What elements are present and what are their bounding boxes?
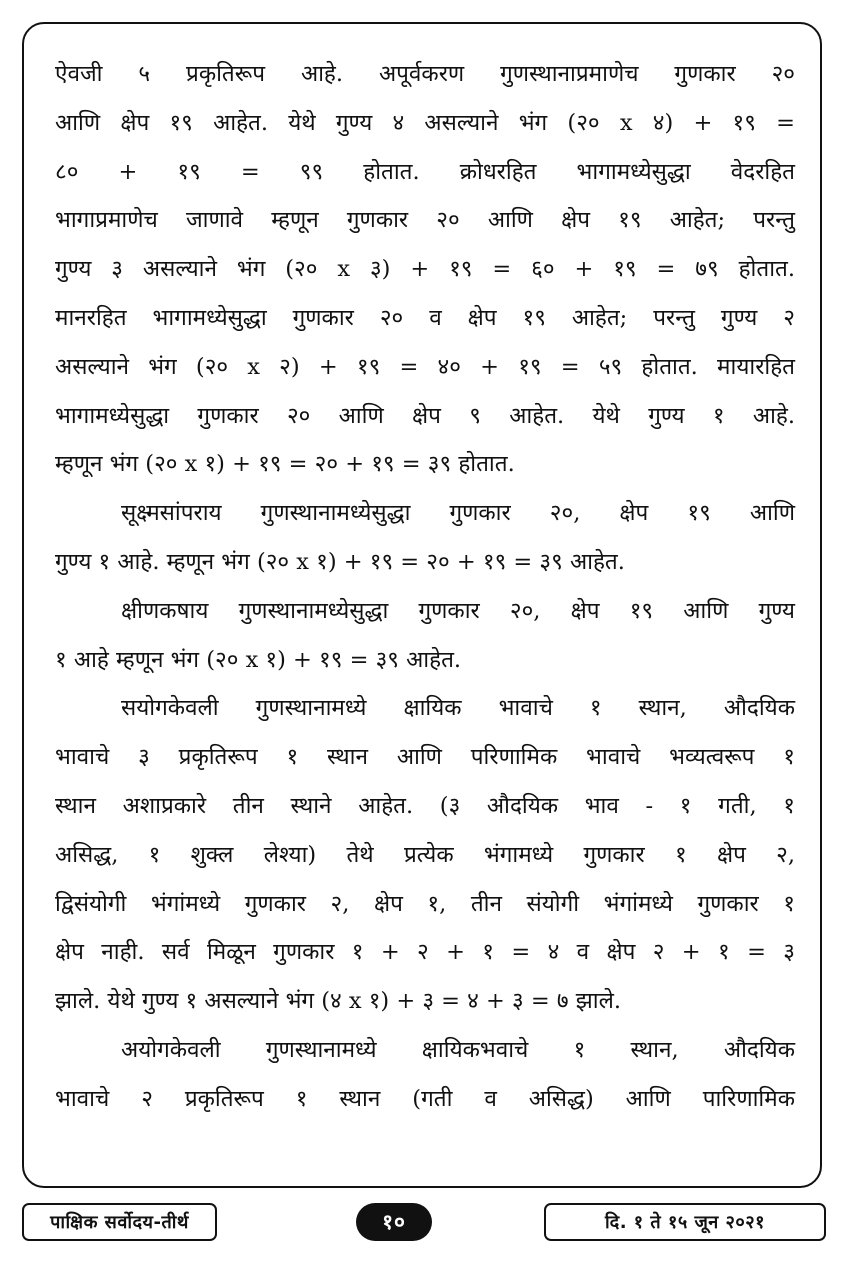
text-line: म्हणून भंग (२० x १) + १९ = २० + १९ = ३९ होतात. (55, 451, 515, 478)
text-line: असिद्ध, १ शुक्ल लेश्या) तेथे प्रत्येक भंगामध्ये गुणकार १ क्षेप २, (55, 841, 795, 868)
text-line: ८० + १९ = ९९ होतात. क्रोधरहित भागामध्येसुद्धा वेदरहित (55, 158, 795, 185)
body-text (55, 50, 795, 1124)
paragraph-start-line: अयोगकेवली गुणस्थानामध्ये क्षायिकभवाचे १ स्थान, औदयिक (121, 1036, 795, 1063)
publication-name: पाक्षिक सर्वोदय-तीर्थ (22, 1203, 217, 1241)
text-line: गुण्य ३ असल्याने भंग (२० x ३) + १९ = ६० + १९ = ७९ होतात. (55, 256, 795, 283)
issue-date: दि. १ ते १५ जून २०२१ (544, 1203, 826, 1241)
text-line: मानरहित भागामध्येसुद्धा गुणकार २० व क्षेप १९ आहेत; परन्तु गुण्य २ (55, 304, 795, 331)
text-line: भावाचे ३ प्रकृतिरूप १ स्थान आणि परिणामिक भावाचे भव्यत्वरूप १ (55, 744, 795, 771)
paragraph-start-line: सयोगकेवली गुणस्थानामध्ये क्षायिक भावाचे १ स्थान, औदयिक (121, 695, 795, 722)
text-line: क्षेप नाही. सर्व मिळून गुणकार १ + २ + १ = ४ व क्षेप २ + १ = ३ (55, 939, 795, 966)
text-line: १ आहे म्हणून भंग (२० x १) + १९ = ३९ आहेत. (55, 646, 462, 673)
text-line: गुण्य १ आहे. म्हणून भंग (२० x १) + १९ = २० + १९ = ३९ आहेत. (55, 548, 625, 575)
text-line: भागाप्रमाणेच जाणावे म्हणून गुणकार २० आणि क्षेप १९ आहेत; परन्तु (55, 207, 795, 234)
text-line: द्विसंयोगी भंगांमध्ये गुणकार २, क्षेप १, तीन संयोगी भंगांमध्ये गुणकार १ (55, 890, 795, 917)
paragraph-start-line: क्षीणकषाय गुणस्थानामध्येसुद्धा गुणकार २०, क्षेप १९ आणि गुण्य (121, 597, 795, 624)
text-line: भागामध्येसुद्धा गुणकार २० आणि क्षेप ९ आहेत. येथे गुण्य १ आहे. (55, 402, 795, 429)
text-line: भावाचे २ प्रकृतिरूप १ स्थान (गती व असिद्ध) आणि पारिणामिक (55, 1085, 795, 1112)
text-line: आणि क्षेप १९ आहेत. येथे गुण्य ४ असल्याने भंग (२० x ४) + १९ = (55, 109, 795, 136)
page-number: १० (356, 1203, 432, 1241)
text-line: असल्याने भंग (२० x २) + १९ = ४० + १९ = ५९ होतात. मायारहित (55, 353, 795, 380)
text-line: स्थान अशाप्रकारे तीन स्थाने आहेत. (३ औदयिक भाव - १ गती, १ (55, 792, 795, 819)
text-line: झाले. येथे गुण्य १ असल्याने भंग (४ x १) + ३ = ४ + ३ = ७ झाले. (55, 988, 621, 1015)
text-line: ऐवजी ५ प्रकृतिरूप आहे. अपूर्वकरण गुणस्थानाप्रमाणेच गुणकार २० (55, 61, 795, 87)
paragraph-start-line: सूक्ष्मसांपराय गुणस्थानामध्येसुद्धा गुणकार २०, क्षेप १९ आणि (121, 500, 795, 527)
